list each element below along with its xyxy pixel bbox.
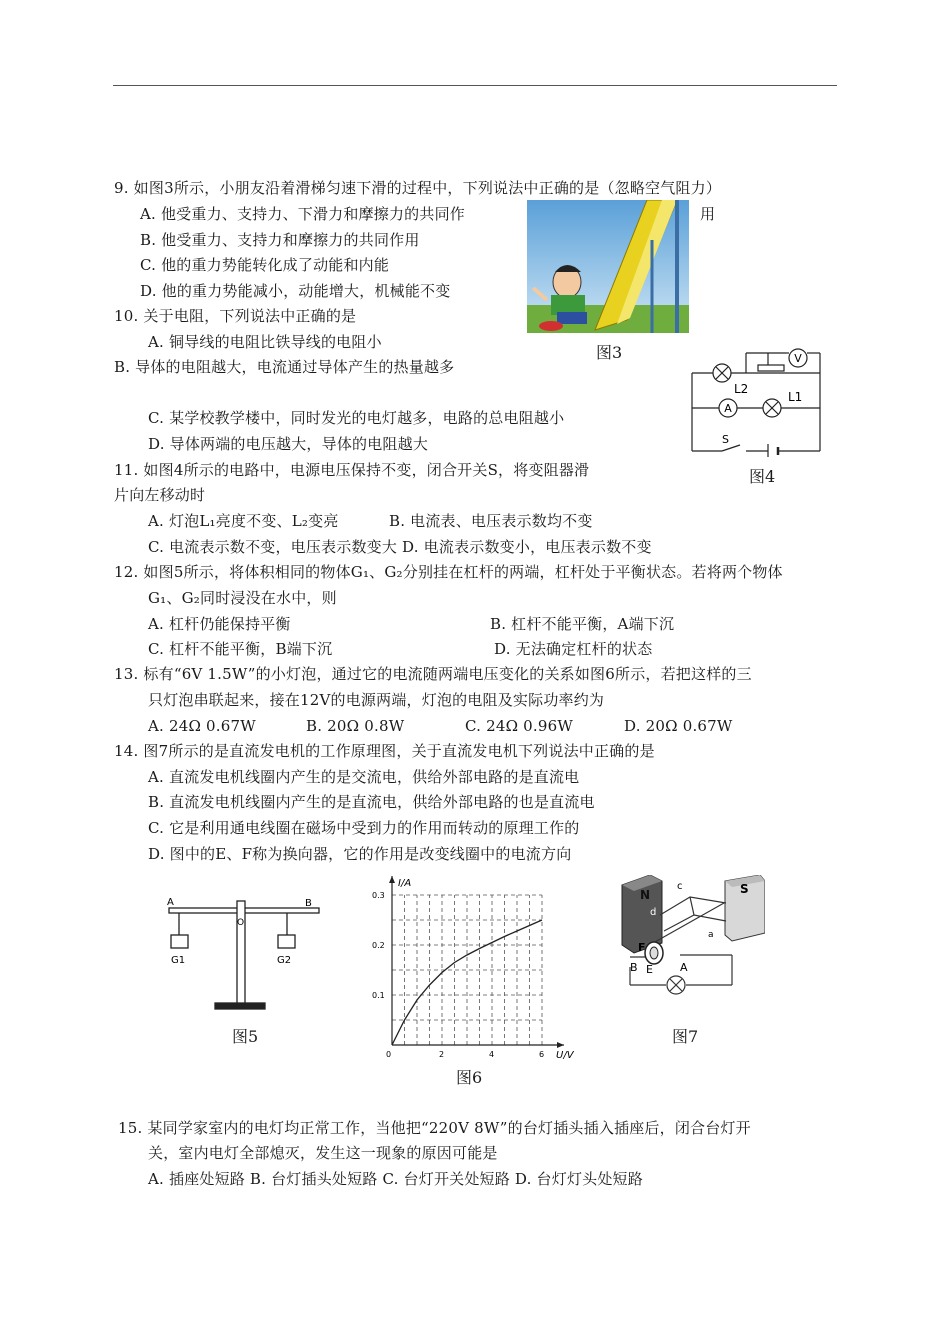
q10-option-c: C. 某学校教学楼中，同时发光的电灯越多，电路的总电阻越小 bbox=[148, 409, 565, 427]
fig7-s-label: S bbox=[740, 882, 749, 896]
chart-ylabel: I/A bbox=[398, 878, 412, 889]
q13-option-c: C. 24Ω 0.96W bbox=[465, 717, 573, 735]
q12-option-b: B. 杠杆不能平衡，A端下沉 bbox=[490, 615, 675, 633]
q11-stem-line1: 11. 如图4所示的电路中，电源电压保持不变，闭合开关S，将变阻器滑 bbox=[114, 461, 590, 479]
header-rule bbox=[113, 85, 837, 86]
q11-options-c-d: C. 电流表示数不变，电压表示数变大 D. 电流表示数变小，电压表示数不变 bbox=[148, 538, 652, 556]
fig4-caption: 图4 bbox=[749, 467, 776, 486]
q9-option-b: B. 他受重力、支持力和摩擦力的共同作用 bbox=[140, 231, 420, 249]
x-tick-label: 6 bbox=[539, 1050, 545, 1059]
y-axis-arrow bbox=[389, 876, 395, 883]
q9-option-a: A. 他受重力、支持力、下滑力和摩擦力的共同作 bbox=[140, 205, 465, 223]
fig7-a-label: a bbox=[708, 930, 714, 940]
q14-option-c: C. 它是利用通电线圈在磁场中受到力的作用而转动的原理工作的 bbox=[148, 819, 580, 837]
x-tick-label: 4 bbox=[489, 1050, 495, 1059]
current-voltage-chart bbox=[360, 868, 590, 1068]
q10-stem: 10. 关于电阻，下列说法中正确的是 bbox=[114, 307, 357, 325]
q13-stem-line1: 13. 标有“6V 1.5W”的小灯泡，通过它的电流随两端电压变化的关系如图6所示，若把这样的三 bbox=[114, 665, 752, 683]
fig3-caption: 图3 bbox=[596, 343, 623, 362]
fig4-switch-label: S bbox=[722, 433, 729, 446]
q12-option-c: C. 杠杆不能平衡，B端下沉 bbox=[148, 640, 333, 658]
fig5-a-label: A bbox=[167, 897, 174, 908]
q9-option-c: C. 他的重力势能转化成了动能和内能 bbox=[140, 256, 390, 274]
q14-stem: 14. 图7所示的是直流发电机的工作原理图，关于直流发电机下列说法中正确的是 bbox=[114, 742, 655, 760]
y-tick-label: 0.3 bbox=[372, 891, 385, 900]
chart-grid bbox=[392, 895, 542, 1045]
fig7-b-label: B bbox=[630, 961, 638, 974]
q9-stem: 9. 如图3所示，小朋友沿着滑梯匀速下滑的过程中，下列说法中正确的是（忽略空气阻力） bbox=[114, 179, 722, 197]
q10-option-b: B. 导体的电阻越大，电流通过导体产生的热量越多 bbox=[114, 358, 455, 376]
y-tick-label: 0.1 bbox=[372, 991, 385, 1000]
fig4-l2-label: L2 bbox=[734, 382, 749, 396]
fig7-n-label: N bbox=[640, 888, 651, 902]
y-tick-label: 0.2 bbox=[372, 941, 385, 950]
fig7-c-label: c bbox=[677, 881, 683, 892]
fig7-caption: 图7 bbox=[672, 1027, 699, 1046]
chart-axes bbox=[389, 876, 564, 1048]
fig7-e-label: E bbox=[646, 963, 653, 976]
fig5-caption: 图5 bbox=[232, 1027, 259, 1046]
q10-option-a: A. 铜导线的电阻比铁导线的电阻小 bbox=[148, 333, 382, 351]
q13-option-d: D. 20Ω 0.67W bbox=[624, 717, 733, 735]
fig4-ammeter-label: A bbox=[724, 402, 732, 415]
fig7-d-label: d bbox=[650, 907, 657, 918]
x-tick-label: 0 bbox=[386, 1050, 392, 1059]
q10-option-d: D. 导体两端的电压越大，导体的电阻越大 bbox=[148, 435, 429, 453]
q14-option-b: B. 直流发电机线圈内产生的是直流电，供给外部电路的也是直流电 bbox=[148, 793, 595, 811]
q14-option-d: D. 图中的E、F称为换向器，它的作用是改变线圈中的电流方向 bbox=[148, 845, 572, 863]
q13-option-a: A. 24Ω 0.67W bbox=[148, 717, 256, 735]
q9-option-a-tail: 用 bbox=[700, 205, 716, 223]
dc-generator-diagram bbox=[620, 875, 765, 995]
fig5-b-label: B bbox=[305, 898, 312, 909]
q15-stem-line2: 关，室内电灯全部熄灭，发生这一现象的原因可能是 bbox=[148, 1144, 498, 1162]
fig4-voltmeter-label: V bbox=[794, 352, 802, 365]
q12-stem-line1: 12. 如图5所示，将体积相同的物体G₁、G₂分别挂在杠杆的两端，杠杆处于平衡状态。若将两个物体 bbox=[114, 563, 783, 581]
q13-stem-line2: 只灯泡串联起来，接在12V的电源两端，灯泡的电阻及实际功率约为 bbox=[148, 691, 605, 709]
fig5-g1-label: G1 bbox=[171, 955, 186, 966]
q9-option-d: D. 他的重力势能减小，动能增大，机械能不变 bbox=[140, 282, 451, 300]
fig5-g2-label: G2 bbox=[277, 955, 292, 966]
q14-option-a: A. 直流发电机线圈内产生的是交流电，供给外部电路的是直流电 bbox=[148, 768, 580, 786]
q15-stem-line1: 15. 某同学家室内的电灯均正常工作，当他把“220V 8W”的台灯插头插入插座后，闭合台灯开 bbox=[118, 1119, 751, 1137]
x-tick-label: 2 bbox=[439, 1050, 445, 1059]
q15-options: A. 插座处短路 B. 台灯插头处短路 C. 台灯开关处短路 D. 台灯灯头处短路 bbox=[148, 1170, 643, 1188]
x-axis-arrow bbox=[557, 1042, 564, 1048]
q11-option-b: B. 电流表、电压表示数均不变 bbox=[389, 512, 593, 530]
fig5-o-label: O bbox=[237, 918, 245, 928]
q12-stem-line2: G₁、G₂同时浸没在水中，则 bbox=[148, 589, 337, 607]
q11-stem-line2: 片向左移动时 bbox=[114, 486, 206, 504]
fig6-caption: 图6 bbox=[456, 1068, 483, 1087]
lever-diagram bbox=[165, 895, 325, 1015]
q12-option-d: D. 无法确定杠杆的状态 bbox=[494, 640, 653, 658]
fig7-a2-label: A bbox=[680, 961, 688, 974]
q12-option-a: A. 杠杆仍能保持平衡 bbox=[148, 615, 291, 633]
fig7-f-label: F bbox=[638, 941, 646, 954]
circuit-diagram bbox=[686, 345, 826, 457]
fig4-l1-label: L1 bbox=[788, 390, 803, 404]
q13-option-b: B. 20Ω 0.8W bbox=[306, 717, 405, 735]
chart-xlabel: U/V bbox=[556, 1050, 574, 1061]
slide-illustration bbox=[527, 200, 689, 333]
q11-option-a: A. 灯泡L₁亮度不变、L₂变亮 bbox=[148, 512, 339, 530]
